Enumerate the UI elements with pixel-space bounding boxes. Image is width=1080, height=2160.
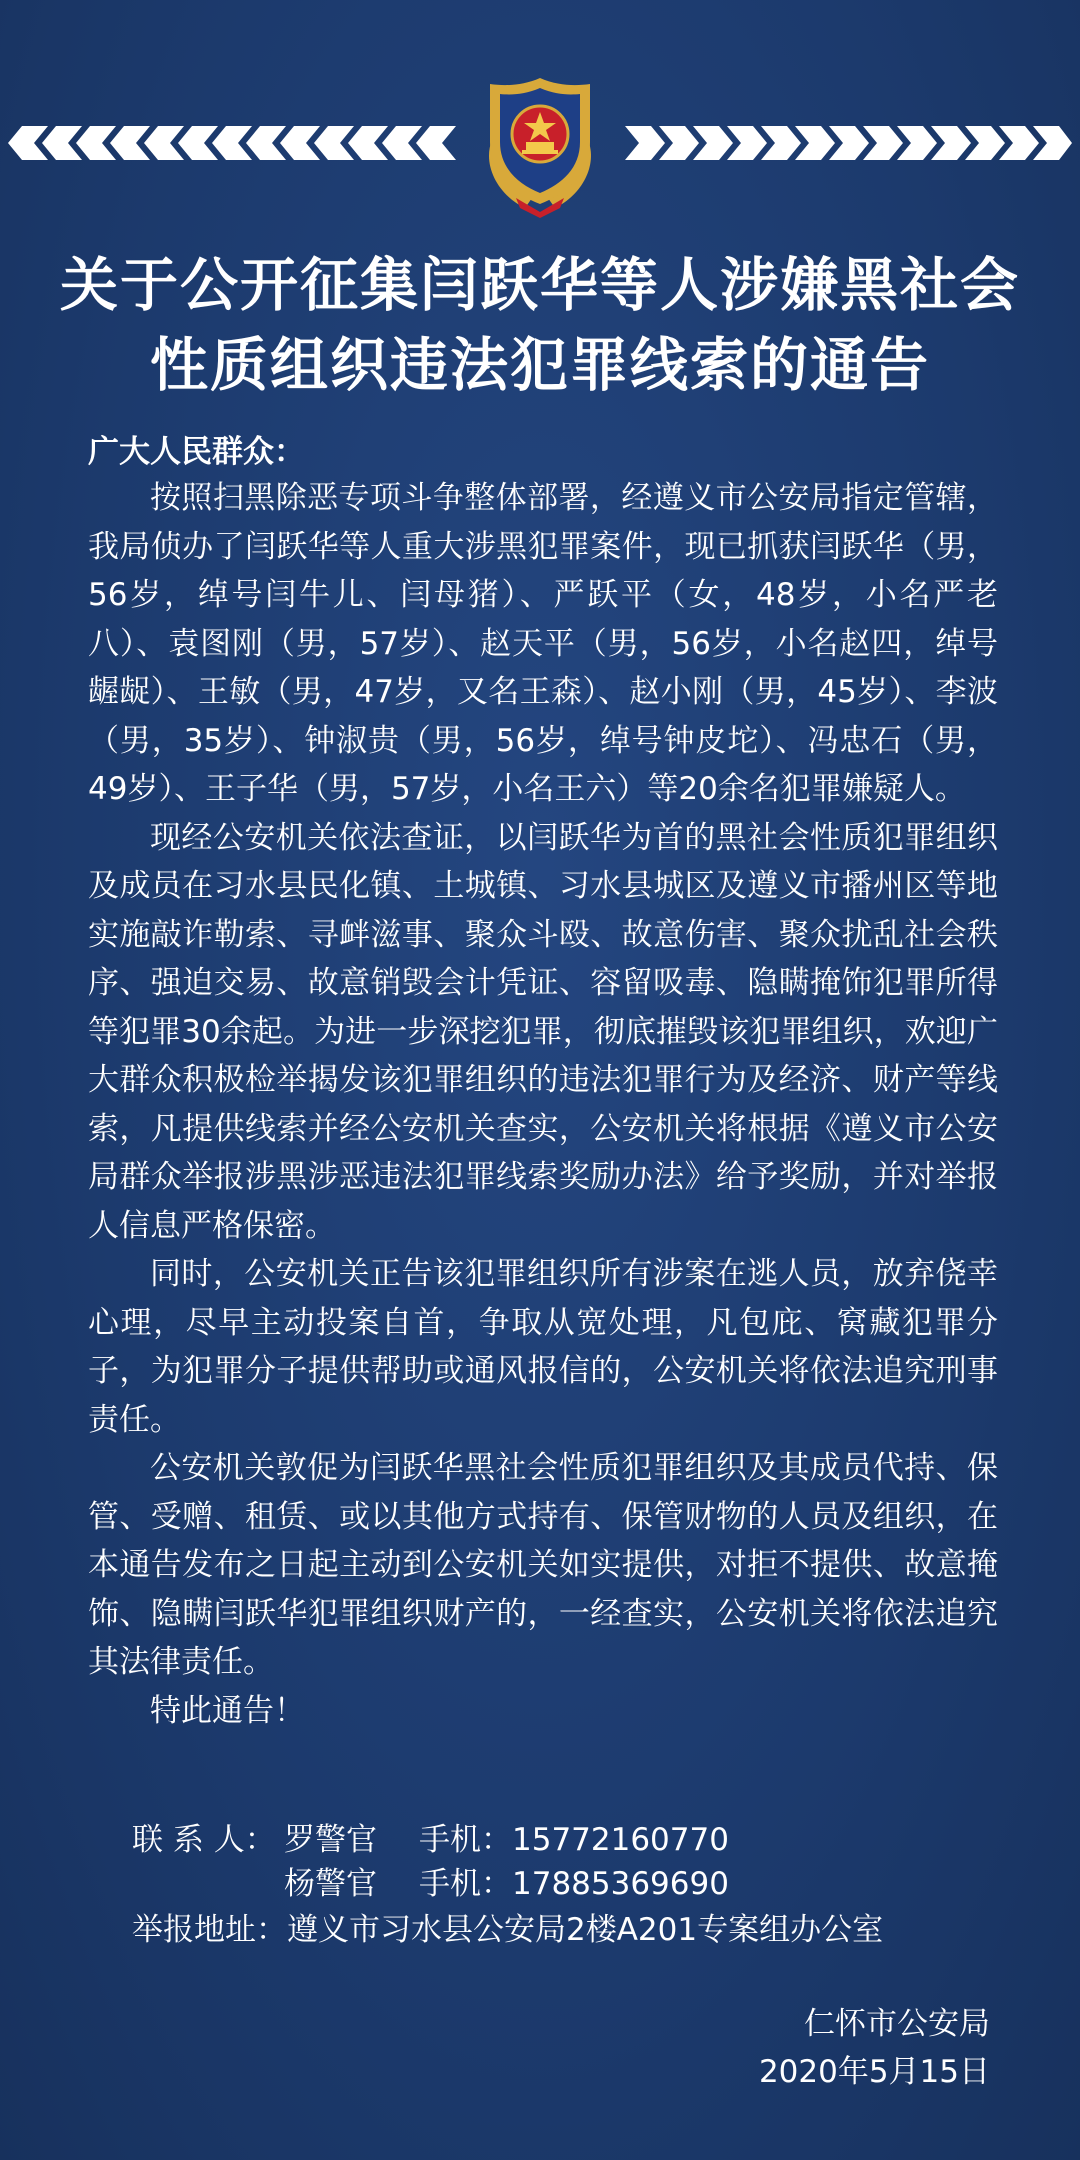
notice-body: [88, 430, 998, 1735]
notice-title-line2: 性质组织违法犯罪线索的通告: [149, 331, 930, 399]
phone-label: 手机：: [419, 1866, 512, 1902]
paragraph-findings: 现经公安机关依法查证，以闫跃华为首的黑社会性质犯罪组织及成员在习水县民化镇、土城镇、习水县城区及遵义市播州区等地实施敲诈勒索、寻衅滋事、聚众斗殴、故意伤害、聚众扰乱社会秩序、强迫交易、故意销毁会计凭证、容留吸毒、隐瞒掩饰犯罪所得等犯罪30余起。为进一步深挖犯罪，彻底摧毁该犯罪组织，欢迎广大群众积极检举揭发该犯罪组织的违法犯罪行为及经济、财产等线索，凡提供线索并经公安机关查实，公安机关将根据《遵义市公安局群众举报涉黑涉恶违法犯罪线索奖励办法》给予奖励，并对举报人信息严格保密。: [88, 819, 998, 1244]
notice-title: [0, 245, 1080, 405]
contact-row: [132, 1818, 729, 1862]
paragraph-warning: 同时，公安机关正告该犯罪组织所有涉案在逃人员，放弃侥幸心理，尽早主动投案自首，争取从宽处理，凡包庇、窝藏犯罪分子，为犯罪分子提供帮助或通风报信的，公安机关将依法追究刑事责任。: [88, 1256, 998, 1438]
paragraph-arrests: 按照扫黑除恶专项斗争整体部署，经遵义市公安局指定管辖，我局侦办了闫跃华等人重大涉黑犯罪案件，现已抓获闫跃华（男，56岁，绰号闫牛儿、闫母猪）、严跃平（女，48岁，小名严老八）、袁图刚（男，57岁）、赵天平（男，56岁，小名赵四，绰号龌龊）、王敏（男，47岁，又名王森）、赵小刚（男，45岁）、李波（男，35岁）、钟淑贵（男，56岁，绰号钟皮坨）、冯忠石（男，49岁）、王子华（男，57岁，小名王六）等20余名犯罪嫌疑人。: [88, 480, 998, 807]
phone-label: 手机：: [419, 1822, 512, 1858]
contact-row: [132, 1862, 729, 1906]
greeting: 广大人民群众：: [88, 434, 305, 470]
contact-name: 罗警官: [284, 1822, 377, 1858]
report-label: 举报地址：: [132, 1912, 287, 1948]
phone-number: 17885369690: [512, 1866, 729, 1902]
contact-label: 联 系 人：: [132, 1822, 276, 1858]
report-address-text: 遵义市习水县公安局2楼A201专案组办公室: [287, 1912, 884, 1948]
decorative-chevron-stripes-left: [8, 126, 460, 160]
closing-text: 特此通告！: [150, 1692, 305, 1729]
paragraph-assets: 公安机关敦促为闫跃华黑社会性质犯罪组织及其成员代持、保管、受赠、租赁、或以其他方式持有、保管财物的人员及组织，在本通告发布之日起主动到公安机关如实提供，对拒不提供、故意掩饰、隐瞒闫跃华犯罪组织财产的，一经查实，公安机关将依法追究其法律责任。: [88, 1450, 998, 1680]
phone-number: 15772160770: [512, 1822, 729, 1858]
issue-date: 2020年5月15日: [758, 2054, 990, 2090]
decorative-chevron-stripes-right: [625, 126, 1072, 160]
notice-title-line1: 关于公开征集闫跃华等人涉嫌黑社会: [59, 251, 1020, 319]
signature: [759, 2000, 990, 2096]
contact-name: 杨警官: [284, 1866, 377, 1902]
police-emblem-icon: [470, 70, 610, 220]
contact-info: [132, 1818, 729, 1906]
issuing-organization: 仁怀市公安局: [804, 2006, 990, 2042]
report-address: [132, 1908, 883, 1952]
header-banner: [0, 70, 1080, 220]
